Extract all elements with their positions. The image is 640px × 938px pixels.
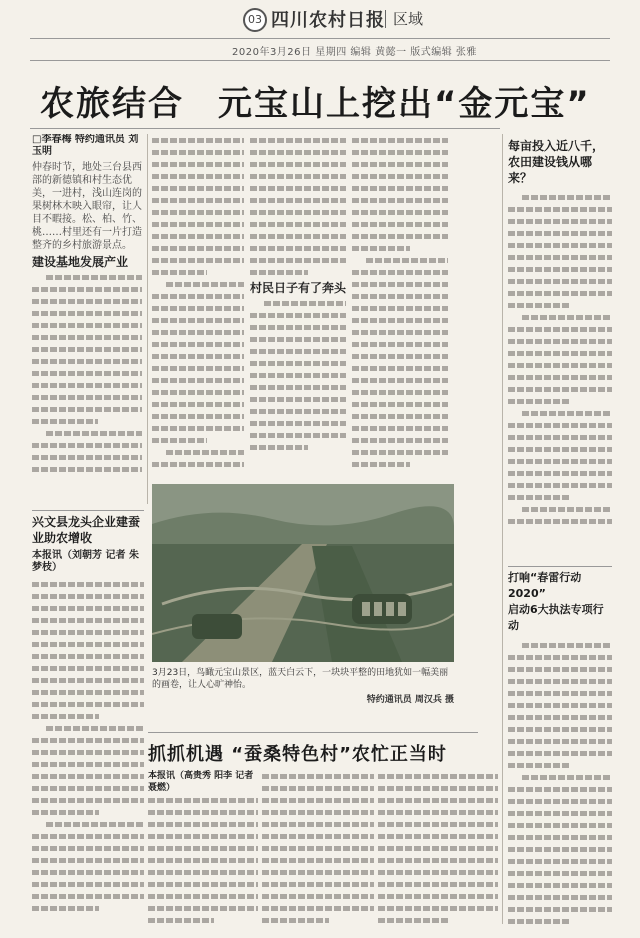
text-line <box>378 890 498 902</box>
text-line <box>508 639 612 651</box>
text-line <box>32 415 142 427</box>
text-line <box>250 194 346 206</box>
date-line: 2020年3月26日 星期四 编辑 黄懿一 版式编辑 张雅 <box>232 47 477 58</box>
text-line <box>32 295 142 307</box>
column-divider-right <box>502 134 503 924</box>
masthead-rule-lower <box>30 60 610 61</box>
text-line <box>508 191 612 203</box>
text-line <box>32 271 142 283</box>
text-line <box>250 345 346 357</box>
text-line <box>32 319 142 331</box>
side-story-3-title-line-2: 启动6大执法专项行动 <box>508 603 604 632</box>
text-line <box>262 842 374 854</box>
text-line <box>262 806 374 818</box>
text-line <box>32 794 144 806</box>
text-line <box>508 903 612 915</box>
text-line <box>148 806 258 818</box>
text-line <box>148 842 258 854</box>
text-line <box>262 890 374 902</box>
text-line <box>262 818 374 830</box>
text-line <box>152 362 244 374</box>
text-line <box>148 878 258 890</box>
text-line <box>508 915 612 924</box>
photo-credit: 特约通讯员 周汉兵 摄 <box>366 695 454 705</box>
main-headline-part2: 元宝山上挖出“金元宝” <box>218 84 591 124</box>
text-line <box>152 278 244 290</box>
text-line <box>508 503 612 515</box>
text-line <box>508 299 612 311</box>
text-line <box>250 405 346 417</box>
headline-rule <box>30 128 500 129</box>
text-line <box>250 266 346 278</box>
text-line <box>508 735 612 747</box>
text-line <box>262 902 374 914</box>
masthead <box>0 0 640 68</box>
text-line <box>508 879 612 891</box>
text-line <box>32 638 144 650</box>
text-line <box>508 455 612 467</box>
text-line <box>32 746 144 758</box>
bottom-story-col-3 <box>378 770 498 926</box>
text-line <box>250 297 346 309</box>
side-story-3-title-line-1: 打响“春雷行动2020” <box>508 571 582 600</box>
text-line <box>32 770 144 782</box>
text-line <box>508 819 612 831</box>
bottom-story-rule <box>148 732 478 733</box>
text-line <box>152 422 244 434</box>
text-line <box>508 723 612 735</box>
text-line <box>152 266 244 278</box>
text-line <box>508 699 612 711</box>
text-line <box>508 771 612 783</box>
text-line <box>32 403 142 415</box>
text-line <box>152 182 244 194</box>
text-line <box>32 650 144 662</box>
column-divider <box>147 134 148 504</box>
text-line <box>32 890 144 902</box>
text-line <box>32 830 144 842</box>
masthead-divider <box>385 10 386 28</box>
text-line <box>250 309 346 321</box>
lead-subhead-2: 村民日子有了奔头 <box>250 281 346 295</box>
text-line <box>32 578 144 590</box>
text-line <box>378 854 498 866</box>
text-line <box>262 866 374 878</box>
text-line <box>508 323 612 335</box>
text-line <box>508 383 612 395</box>
text-line <box>32 734 144 746</box>
text-line <box>32 439 142 451</box>
text-line <box>32 614 144 626</box>
photo-caption <box>152 667 454 729</box>
text-line <box>262 878 374 890</box>
text-line <box>250 182 346 194</box>
text-line <box>148 830 258 842</box>
main-headline-part1: 农旅结合 <box>40 84 184 124</box>
page-number-badge: 03 <box>243 8 267 32</box>
text-line <box>508 515 612 527</box>
text-line <box>32 758 144 770</box>
text-line <box>32 283 142 295</box>
text-line <box>508 783 612 795</box>
text-line <box>32 698 144 710</box>
side-story-1 <box>32 514 144 924</box>
text-line <box>32 307 142 319</box>
text-line <box>262 914 374 926</box>
text-line <box>508 239 612 251</box>
text-line <box>250 242 346 254</box>
text-line <box>378 902 498 914</box>
text-line <box>262 830 374 842</box>
text-line <box>262 770 374 782</box>
text-line <box>152 398 244 410</box>
text-line <box>508 395 612 407</box>
text-line <box>152 134 244 146</box>
text-line <box>148 914 258 926</box>
text-line <box>378 866 498 878</box>
text-line <box>32 367 142 379</box>
text-line <box>152 434 244 446</box>
text-line <box>250 146 346 158</box>
text-line <box>152 158 244 170</box>
text-line <box>250 158 346 170</box>
text-line <box>152 326 244 338</box>
lead-subhead-1: 建设基地发展产业 <box>32 255 129 269</box>
text-line <box>262 854 374 866</box>
text-line <box>378 818 498 830</box>
text-line <box>508 419 612 431</box>
text-line <box>508 227 612 239</box>
masthead-rule <box>30 38 610 39</box>
lead-article-col-3 <box>250 134 346 480</box>
text-line <box>508 855 612 867</box>
text-line <box>508 759 612 771</box>
text-line <box>152 314 244 326</box>
text-line <box>32 602 144 614</box>
side-story-3 <box>508 570 612 924</box>
lead-lede: 仲春时节，地处三台县西部的新德镇和村生态优美，一进村，浅山连岗的果树林木映入眼帘，让人目不暇接。松、柏、竹、桃……村里还有一片打造整齐的乡村旅游景点。 <box>32 162 142 251</box>
text-line <box>508 651 612 663</box>
text-line <box>32 379 142 391</box>
text-line <box>152 374 244 386</box>
text-line <box>148 794 258 806</box>
lead-byline: □李春梅 特约通讯员 刘玉明 <box>32 134 139 157</box>
text-line <box>378 914 498 926</box>
text-line <box>250 417 346 429</box>
text-line <box>152 446 244 458</box>
text-line <box>32 662 144 674</box>
text-line <box>32 626 144 638</box>
text-line <box>508 467 612 479</box>
bottom-story-byline: 本报讯（高贵秀 阳李 记者 聂燃） <box>148 771 254 793</box>
text-line <box>508 275 612 287</box>
text-line <box>152 218 244 230</box>
text-line <box>148 854 258 866</box>
side-story-2 <box>508 134 612 554</box>
side-story-1-title: 兴文县龙头企业建蚕业助农增收 <box>32 515 141 545</box>
text-line <box>152 194 244 206</box>
text-line <box>32 782 144 794</box>
aerial-farmland-photo <box>152 484 454 662</box>
side-story-2-title-line-2: 农田建设钱从哪来？ <box>508 155 593 185</box>
text-line <box>152 146 244 158</box>
text-line <box>250 206 346 218</box>
text-line <box>152 242 244 254</box>
text-line <box>250 369 346 381</box>
text-line <box>32 463 142 475</box>
text-line <box>250 441 346 453</box>
text-line <box>152 410 244 422</box>
text-line <box>32 427 142 439</box>
text-line <box>152 350 244 362</box>
text-line <box>152 170 244 182</box>
text-line <box>250 357 346 369</box>
text-line <box>32 722 144 734</box>
text-line <box>508 371 612 383</box>
text-line <box>508 663 612 675</box>
text-line <box>378 830 498 842</box>
text-line <box>250 393 346 405</box>
text-line <box>508 443 612 455</box>
text-line <box>32 686 144 698</box>
text-line <box>250 254 346 266</box>
text-line <box>250 230 346 242</box>
text-line <box>32 854 144 866</box>
text-line <box>32 451 142 463</box>
text-line <box>508 359 612 371</box>
text-line <box>378 878 498 890</box>
side-story-1-rule <box>32 510 144 511</box>
text-line <box>508 287 612 299</box>
text-line <box>152 230 244 242</box>
text-line <box>508 747 612 759</box>
text-line <box>148 902 258 914</box>
text-line <box>152 206 244 218</box>
text-line <box>508 407 612 419</box>
text-line <box>508 251 612 263</box>
text-line <box>32 331 142 343</box>
text-line <box>250 170 346 182</box>
text-line <box>262 782 374 794</box>
side-story-3-rule <box>508 566 612 567</box>
aerial-farmland-image <box>152 484 454 662</box>
text-line <box>378 842 498 854</box>
text-line <box>250 218 346 230</box>
text-line <box>32 590 144 602</box>
bottom-story-col-1 <box>148 770 258 926</box>
text-line <box>250 381 346 393</box>
text-line <box>32 842 144 854</box>
lead-article-col-1 <box>32 134 142 506</box>
text-line <box>508 479 612 491</box>
text-line <box>508 891 612 903</box>
text-line <box>32 710 144 722</box>
bottom-story-headline: 抓抓机遇 “蚕桑特色村”农忙正当时 <box>148 744 447 765</box>
text-line <box>250 429 346 441</box>
text-line <box>508 867 612 879</box>
text-line <box>32 355 142 367</box>
text-line <box>508 795 612 807</box>
text-line <box>32 902 144 914</box>
text-line <box>32 866 144 878</box>
text-line <box>262 794 374 806</box>
text-line <box>250 333 346 345</box>
text-line <box>148 866 258 878</box>
text-line <box>32 806 144 818</box>
text-line <box>250 134 346 146</box>
text-line <box>152 386 244 398</box>
text-line <box>508 675 612 687</box>
text-line <box>378 806 498 818</box>
main-headline <box>40 76 600 122</box>
side-story-1-byline: 本报讯（刘朝芳 记者 朱梦枝） <box>32 550 139 573</box>
text-line <box>508 431 612 443</box>
text-line <box>152 254 244 266</box>
text-line <box>508 335 612 347</box>
text-line <box>508 311 612 323</box>
photo-caption-text: 3月23日，鸟瞰元宝山景区，蓝天白云下，一块块平整的田地犹如一幅美丽的画卷，让人心旷神怡。 <box>152 668 449 690</box>
text-line <box>508 215 612 227</box>
text-line <box>152 302 244 314</box>
newspaper-name: 四川农村日报 <box>271 10 385 31</box>
text-line <box>148 818 258 830</box>
text-line <box>32 674 144 686</box>
text-line <box>508 347 612 359</box>
text-line <box>508 843 612 855</box>
text-line <box>508 831 612 843</box>
text-line <box>250 321 346 333</box>
text-line <box>32 391 142 403</box>
text-line <box>508 711 612 723</box>
text-line <box>508 491 612 503</box>
section-name: 区域 <box>393 10 424 28</box>
text-line <box>152 338 244 350</box>
text-line <box>152 290 244 302</box>
text-line <box>32 818 144 830</box>
side-story-2-title-line-1: 每亩投入近八千， <box>508 139 605 153</box>
text-line <box>148 890 258 902</box>
text-line <box>378 794 498 806</box>
lead-article-col-2 <box>152 134 244 480</box>
text-line <box>378 782 498 794</box>
text-line <box>508 687 612 699</box>
text-line <box>378 770 498 782</box>
text-line <box>508 203 612 215</box>
text-line <box>508 263 612 275</box>
text-line <box>32 878 144 890</box>
lead-article-col-5-text <box>370 134 500 480</box>
bottom-story-col-2 <box>262 770 374 926</box>
text-line <box>152 458 244 470</box>
text-line <box>32 343 142 355</box>
text-line <box>508 807 612 819</box>
